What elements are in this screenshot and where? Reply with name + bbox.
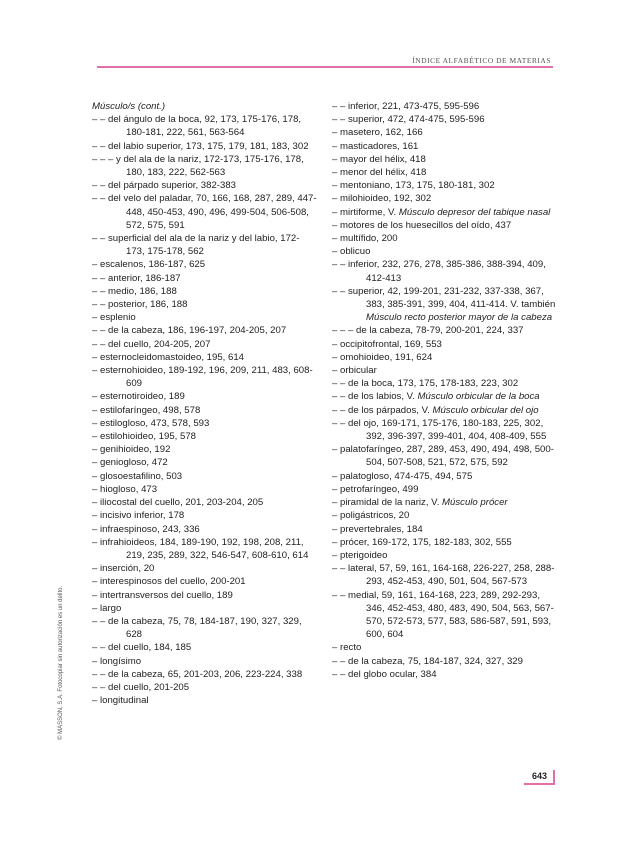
index-entry-text: – palatofaríngeo, 287, 289, 453, 490, 494, 498, 500-504, 507-508, 521, 572, 575, 592	[332, 444, 554, 469]
index-entry	[332, 470, 558, 483]
index-entry-text: – – medio, 186, 188	[92, 285, 177, 297]
index-entry-text: – multífido, 200	[332, 233, 398, 245]
index-entry-text: – infrahioideos, 184, 189-190, 192, 198, 208, 211, 219, 235, 289, 322, 546-547, 608-610, 614	[92, 536, 309, 561]
index-entry	[92, 523, 318, 536]
index-entry-text: – masetero, 162, 166	[332, 127, 423, 139]
index-entry	[92, 443, 318, 456]
index-entry	[332, 668, 558, 681]
index-entry-text: – prevertebrales, 184	[332, 523, 423, 535]
index-entry	[332, 100, 558, 113]
index-entry-text: – – del cuello, 184, 185	[92, 642, 192, 654]
index-entry-text: – omohioideo, 191, 624	[332, 351, 433, 363]
index-entry-text: – motores de los huesecillos del oído, 437	[332, 219, 512, 231]
index-entry-text: – milohioideo, 192, 302	[332, 193, 432, 205]
index-entry-text: – – del labio superior, 173, 175, 179, 181, 183, 302	[92, 140, 309, 152]
index-entry-crossref: Músculo orbicular del ojo	[432, 404, 539, 416]
index-entry-crossref: Músculo orbicular de la boca	[417, 391, 540, 403]
index-entry-text: – hiogloso, 473	[92, 483, 158, 495]
index-entry-text: – – – y del ala de la nariz, 172-173, 175-176, 178, 180, 183, 222, 562-563	[92, 153, 304, 179]
index-entry-text: – – inferior, 232, 276, 278, 385-386, 388-394, 409, 412-413	[332, 259, 546, 284]
index-entry-text: – – superficial del ala de la nariz y del labio, 172-173, 175-178, 562	[92, 233, 300, 258]
index-entry-text: Músculo/s (cont.)	[92, 101, 166, 112]
index-entry	[332, 126, 558, 139]
index-entry	[332, 377, 558, 390]
index-entry	[332, 523, 558, 536]
index-entry-text: – – del párpado superior, 382-383	[92, 180, 237, 192]
index-entry	[92, 641, 318, 654]
index-entry	[92, 298, 318, 311]
index-entry-text: – geniogloso, 472	[92, 457, 168, 469]
index-entry	[92, 536, 318, 562]
index-entry-text: – mentoniano, 173, 175, 180-181, 302	[332, 180, 495, 192]
index-entry-text: – – de los párpados, V.	[332, 404, 433, 416]
index-entry-text: – occipitofrontal, 169, 553	[332, 338, 442, 350]
index-entry	[92, 258, 318, 271]
index-entry-text: – – del cuello, 204-205, 207	[92, 338, 211, 350]
index-entry	[332, 258, 558, 284]
index-entry	[92, 272, 318, 285]
index-entry	[92, 140, 318, 153]
index-entry-text: – recto	[332, 642, 362, 654]
index-entry	[92, 324, 318, 337]
index-entry-text: – infraespinoso, 243, 336	[92, 523, 200, 535]
index-entry	[92, 351, 318, 364]
index-entry	[332, 641, 558, 654]
index-entry	[332, 324, 558, 337]
index-entry	[92, 483, 318, 496]
index-entry-text: – largo	[92, 602, 122, 614]
index-entry	[332, 153, 558, 166]
index-entry-text: – – del cuello, 201-205	[92, 681, 190, 693]
index-entry-text: – – posterior, 186, 188	[92, 299, 188, 311]
index-entry-text: – oblicuo	[332, 246, 371, 258]
index-entry-text: – escalenos, 186-187, 625	[92, 259, 206, 271]
index-entry-text: – petrofaríngeo, 499	[332, 483, 419, 495]
index-entry-text: – esternotiroideo, 189	[92, 391, 185, 403]
index-entry-text: – – medial, 59, 161, 164-168, 223, 289, 292-293, 346, 452-453, 480, 483, 490, 504, 563, 567-570, 572-573, 577, 583, 586-587, 591, 593, 600, 604	[332, 589, 554, 641]
index-entry-text: – – de la boca, 173, 175, 178-183, 223, 302	[332, 378, 519, 390]
running-header: ÍNDICE ALFABÉTICO DE MATERIAS	[412, 56, 551, 65]
index-entry	[332, 509, 558, 522]
index-entry-text: – esternocleidomastoideo, 195, 614	[92, 351, 245, 363]
index-entry-text: – estilogloso, 473, 578, 593	[92, 417, 210, 429]
index-entry	[332, 536, 558, 549]
index-entry-text: – genihioideo, 192	[92, 444, 171, 456]
index-entry	[332, 140, 558, 153]
index-entry-crossref: Músculo recto posterior mayor de la cabeza	[366, 312, 553, 324]
index-entry-text: – pterigoideo	[332, 549, 388, 561]
index-entry-text: – orbicular	[332, 365, 377, 377]
index-entry-text: – – lateral, 57, 59, 161, 164-168, 226-227, 258, 288-293, 452-453, 490, 501, 504, 567-573	[332, 563, 555, 588]
index-entry-text: – masticadores, 161	[332, 140, 419, 152]
index-entry	[332, 483, 558, 496]
index-entry-text: – inserción, 20	[92, 563, 155, 575]
header-rule	[97, 66, 553, 68]
index-entry	[332, 192, 558, 205]
index-entry-text: – – superior, 472, 474-475, 595-596	[332, 114, 485, 126]
index-entry	[332, 166, 558, 179]
index-entry	[92, 311, 318, 324]
index-entry	[332, 338, 558, 351]
index-entry	[332, 179, 558, 192]
index-entry-text: – – anterior, 186-187	[92, 272, 181, 284]
index-entry	[92, 338, 318, 351]
index-entry-text: – mirtiforme, V.	[332, 206, 399, 218]
index-entry	[92, 655, 318, 668]
index-entry	[92, 404, 318, 417]
index-entry-text: – estilofaríngeo, 498, 578	[92, 404, 201, 416]
index-entry-text: – poligástricos, 20	[332, 510, 410, 522]
index-entry	[92, 390, 318, 403]
index-entry	[92, 153, 318, 179]
index-entry	[92, 470, 318, 483]
index-entry	[92, 602, 318, 615]
copyright-note: © MASSON, S.A. Fotocopiar sin autorización es un delito.	[58, 585, 64, 740]
index-entry-text: – intertransversos del cuello, 189	[92, 589, 233, 601]
index-entry-text: – interespinosos del cuello, 200-201	[92, 576, 246, 588]
index-entry	[92, 694, 318, 707]
index-entry-text: – – – de la cabeza, 78-79, 200-201, 224, 337	[332, 325, 524, 337]
index-entry-text: – glosoestafilino, 503	[92, 470, 183, 482]
index-entry-text: – – de la cabeza, 75, 184-187, 324, 327, 329	[332, 655, 523, 667]
index-entry-text: – – del ángulo de la boca, 92, 173, 175-176, 178, 180-181, 222, 561, 563-564	[92, 114, 302, 139]
index-entry-text: – iliocostal del cuello, 201, 203-204, 205	[92, 497, 264, 509]
index-entry-text: – palatogloso, 474-475, 494, 575	[332, 470, 473, 482]
index-column-left	[92, 100, 318, 707]
index-entry-text: – – del ojo, 169-171, 175-176, 180-183, 225, 302, 392, 396-397, 399-401, 404, 408-409, 555	[332, 417, 547, 443]
index-entry	[332, 417, 558, 443]
index-entry-text: – esternohioideo, 189-192, 196, 209, 211, 483, 608-609	[92, 365, 313, 390]
index-entry-text: – – del velo del paladar, 70, 166, 168, 287, 289, 447-448, 450-453, 490, 496, 499-504, 506-508, 572, 575, 591	[92, 193, 317, 231]
index-entry	[92, 232, 318, 258]
page-number: 643	[524, 770, 555, 785]
index-entry	[332, 390, 558, 403]
index-entry-text: – – de la cabeza, 65, 201-203, 206, 223-224, 338	[92, 668, 303, 680]
index-entry	[92, 589, 318, 602]
index-entry	[332, 219, 558, 232]
index-entry	[92, 668, 318, 681]
index-entry-text: – longitudinal	[92, 695, 149, 707]
index-entry	[92, 575, 318, 588]
index-entry	[92, 417, 318, 430]
index-entry	[92, 113, 318, 139]
index-entry-text: – piramidal de la nariz, V.	[332, 497, 443, 509]
index-entry	[332, 443, 558, 469]
index-entry-text: – esplenio	[92, 312, 136, 324]
index-entry	[332, 404, 558, 417]
index-entry	[92, 100, 318, 113]
index-entry	[92, 681, 318, 694]
index-entry-text: – mayor del hélix, 418	[332, 153, 426, 165]
index-entry	[92, 430, 318, 443]
index-entry	[92, 192, 318, 232]
index-entry	[332, 206, 558, 219]
index-entry	[92, 562, 318, 575]
index-entry	[332, 351, 558, 364]
index-entry-text: – – de la cabeza, 75, 78, 184-187, 190, 327, 329, 628	[92, 615, 302, 641]
index-entry	[332, 549, 558, 562]
index-entry-crossref: Músculo prócer	[442, 497, 508, 509]
index-entry	[92, 615, 318, 641]
index-entry	[332, 562, 558, 588]
index-entry	[332, 655, 558, 668]
index-entry-text: – prócer, 169-172, 175, 182-183, 302, 555	[332, 536, 512, 548]
index-entry-text: – – superior, 42, 199-201, 231-232, 337-338, 367, 383, 385-391, 399, 404, 411-414. V. también	[332, 285, 556, 311]
index-entry	[92, 456, 318, 469]
index-entry	[92, 179, 318, 192]
index-entry	[332, 589, 558, 642]
index-entry	[332, 113, 558, 126]
index-entry	[332, 285, 558, 325]
index-entry	[92, 364, 318, 390]
index-entry	[332, 245, 558, 258]
index-entry	[332, 496, 558, 509]
index-entry-text: – – de los labios, V.	[332, 391, 418, 403]
index-column-right	[332, 100, 558, 681]
index-entry-text: – menor del hélix, 418	[332, 167, 427, 179]
index-entry-text: – estilohioideo, 195, 578	[92, 431, 197, 443]
index-entry	[92, 496, 318, 509]
index-entry-text: – – inferior, 221, 473-475, 595-596	[332, 101, 480, 112]
index-entry-crossref: Músculo depresor del tabique nasal	[398, 206, 551, 218]
index-entry	[92, 285, 318, 298]
index-entry	[332, 364, 558, 377]
index-entry	[92, 509, 318, 522]
index-entry-text: – incisivo inferior, 178	[92, 510, 185, 522]
index-entry-text: – – del globo ocular, 384	[332, 668, 437, 680]
index-entry-text: – – de la cabeza, 186, 196-197, 204-205, 207	[92, 325, 287, 337]
index-entry	[332, 232, 558, 245]
index-entry-text: – longísimo	[92, 655, 142, 667]
